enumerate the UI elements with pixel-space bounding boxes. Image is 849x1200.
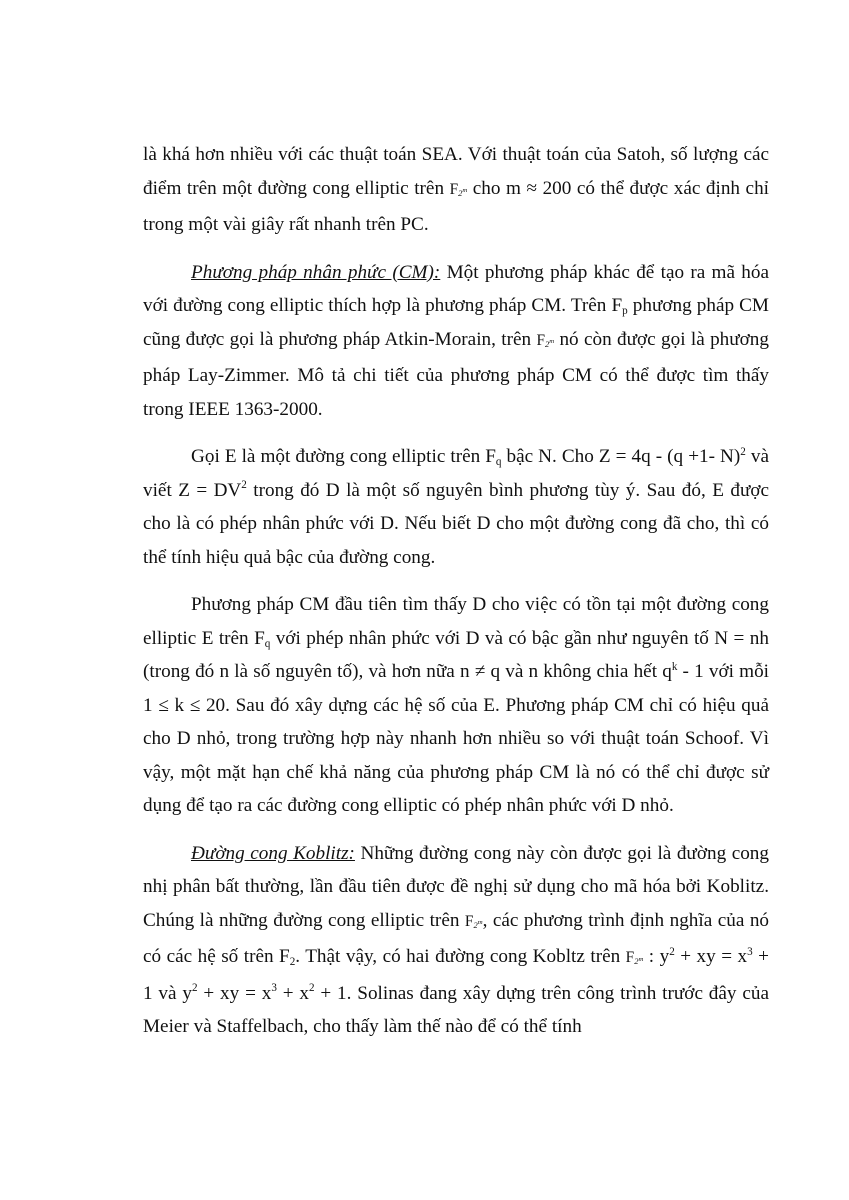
superscript: k (671, 660, 678, 673)
superscript: 2 (241, 479, 247, 492)
subscript: p (622, 305, 628, 318)
field-base: 2 (458, 187, 463, 198)
subscript: q (495, 456, 502, 469)
field-exponent: m (477, 919, 483, 927)
section-heading-koblitz: Đường cong Koblitz: (191, 842, 355, 864)
text: với phép nhân phức với D và có bậc gần như nguyên tố N = nh (trong đó n là số nguyên tố), và hơn nữa n ≠ q và n không chia hết q (143, 627, 769, 682)
superscript: 2 (308, 982, 315, 995)
subscript: 2 (289, 956, 296, 969)
field-base: 2 (634, 956, 639, 967)
text: Phương pháp CM đầu tiên tìm thấy D cho việc có tồn tại một đường cong elliptic E trên F (143, 594, 769, 649)
field-symbol: F (464, 912, 474, 930)
field-f2m (626, 949, 644, 966)
field-base: 2 (473, 919, 478, 930)
superscript: 3 (271, 982, 277, 995)
text: + 1 và y (143, 946, 769, 1004)
text: Những đường cong này còn được gọi là đường cong nhị phân bất thường, lần đầu tiên được đề nghị sử dụng cho mã hóa bởi Koblitz. Chúng là những đường cong elliptic trên (143, 842, 769, 931)
text: bậc N. Cho Z = 4q - (q +1- N) (501, 446, 741, 467)
text: + xy = x (674, 946, 748, 967)
subscript: q (264, 637, 271, 650)
text: , các phương trình định nghĩa của nó có các hệ số trên F (143, 909, 770, 967)
field-subscript (634, 956, 643, 966)
text: + xy = x (197, 982, 272, 1004)
text: và viết Z = DV (143, 446, 769, 501)
paragraph-koblitz (143, 837, 769, 1044)
field-subscript (473, 920, 482, 930)
field-base: 2 (545, 338, 550, 349)
text: - 1 với mỗi 1 ≤ k ≤ 20. Sau đó xây dựng các hệ số của E. Phương pháp CM chỉ có hiệu quả cho D nhỏ, trong trường hợp này nhanh hơn nhiều so với thuật toán Schoof. Vì vậy, một mặt hạn chế khả năng của phương pháp CM là nó có thể chỉ được sử dụng để tạo ra các đường cong elliptic có phép nhân phức với D nhỏ. (143, 661, 770, 816)
field-symbol: F (625, 949, 635, 966)
section-heading-cm: Phương pháp nhân phức (CM): (191, 261, 441, 283)
field-f2m (465, 913, 483, 930)
text: cho m ≈ 200 có thể được xác định chỉ trong một vài giây rất nhanh trên PC. (143, 177, 769, 235)
text: nó còn được gọi là phương pháp Lay-Zimmer. Mô tả chi tiết của phương pháp CM có thể được tìm thấy trong IEEE 1363-2000. (143, 328, 769, 420)
field-exponent: m (638, 955, 644, 963)
text: Một phương pháp khác để tạo ra mã hóa với đường cong elliptic thích hợp là phương pháp CM. Trên F (143, 261, 770, 316)
field-exponent: m (462, 187, 468, 195)
field-f2m (450, 181, 468, 198)
paragraph-cm-method (143, 256, 769, 427)
field-symbol: F (536, 331, 545, 349)
document-page (143, 138, 769, 1058)
field-f2m (536, 332, 554, 349)
superscript: 2 (191, 982, 198, 995)
text: . Thật vậy, có hai đường cong Kobltz trên (295, 946, 626, 967)
field-subscript (458, 188, 467, 198)
paragraph-cm-steps (143, 588, 769, 823)
field-exponent: m (549, 338, 555, 346)
text: : y (643, 946, 670, 967)
superscript: 3 (747, 945, 753, 958)
text: là khá hơn nhiều với các thuật toán SEA. Với thuật toán của Satoh, số lượng các điểm trên một đường cong elliptic trên (143, 144, 769, 199)
field-symbol: F (449, 180, 459, 198)
superscript: 2 (740, 445, 746, 458)
text: + 1. Solinas đang xây dựng trên công trình trước đây của Meier và Staffelbach, cho thấy làm thế nào để có thể tính (143, 982, 769, 1037)
text: Gọi E là một đường cong elliptic trên F (191, 446, 496, 467)
text: phương pháp CM cũng được gọi là phương pháp Atkin-Morain, trên (143, 295, 769, 350)
superscript: 2 (669, 945, 675, 958)
paragraph-curve-order (143, 440, 769, 574)
paragraph-satoh (143, 138, 769, 242)
field-subscript (545, 339, 554, 349)
text: + x (276, 982, 309, 1004)
text: trong đó D là một số nguyên bình phương tùy ý. Sau đó, E được cho là có phép nhân phức với D. Nếu biết D cho một đường cong đã cho, thì có thể tính hiệu quả bậc của đường cong. (143, 479, 770, 568)
